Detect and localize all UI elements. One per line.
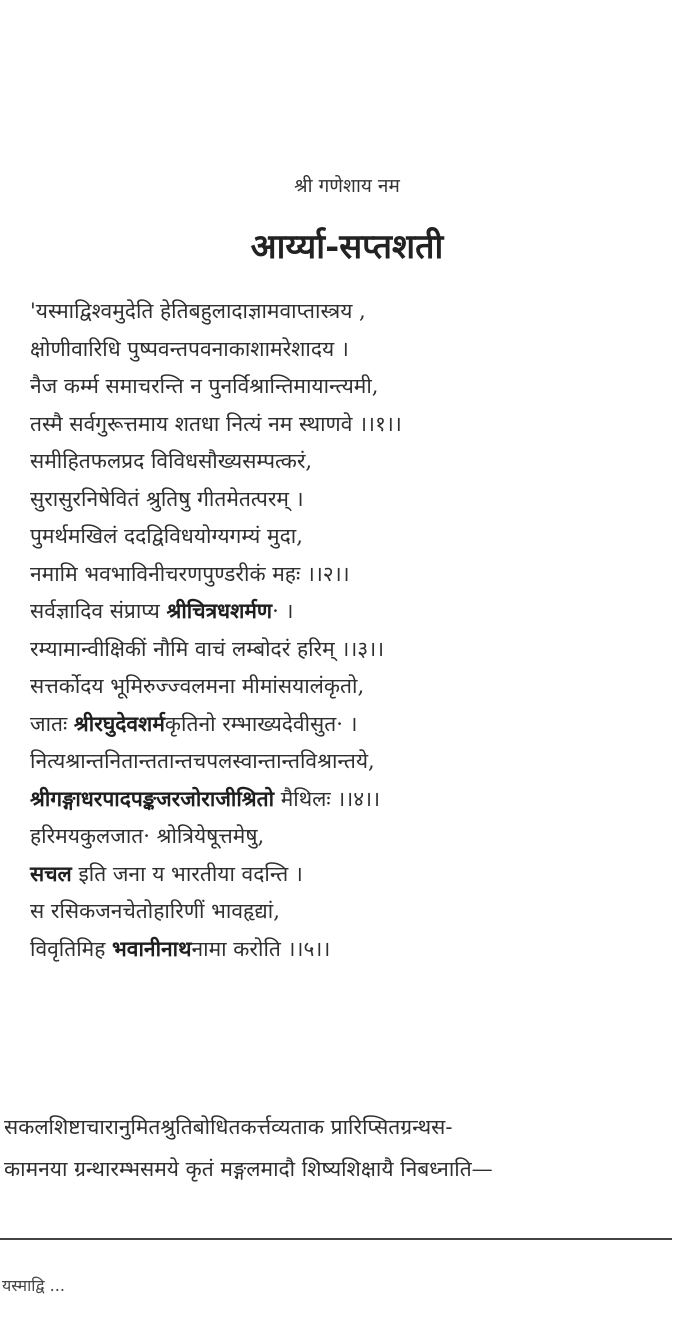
- verse-line: [30, 296, 366, 326]
- verse-text: सत्तर्कोदय भूमिरुज्ज्वलमना मीमांसयालंकृतो,: [30, 674, 365, 698]
- verse-line: [30, 821, 264, 851]
- verse-text: तस्मै सर्वगुरूत्तमाय शतधा नित्यं नम स्थाणवे ।।१।।: [30, 411, 402, 436]
- verse-line: [30, 746, 375, 776]
- verse-text: मैथिलः ।।४।।: [274, 786, 381, 811]
- verse-text: पुमर्थमखिलं ददद्विविधयोग्यगम्यं मुदा,: [30, 524, 303, 548]
- verse-text: · ।: [272, 599, 294, 623]
- verse-text: विवृतिमिह: [30, 936, 113, 961]
- verse-text: समीहितफलप्रद विविधसौख्यसम्पत्करं,: [30, 449, 313, 473]
- verse-text: जातः: [30, 711, 74, 736]
- verse-name-bold: श्रीचित्रधशर्मण: [166, 598, 273, 623]
- footnote-divider: [0, 1238, 672, 1240]
- verse-line: [30, 709, 358, 739]
- commentary-line: सकलशिष्टाचारानुमितश्रुतिबोधितकर्त्तव्यताक प्रारिप्सितग्रन्थस-: [4, 1115, 453, 1139]
- verse-text: रम्यामान्वीक्षिकीं नौमि वाचं लम्बोदरं हरिम् ।।३।।: [30, 636, 385, 661]
- verse-text: हरिमयकुलजात· श्रोत्रियेषूत्तमेषु,: [30, 824, 265, 848]
- commentary-line: कामनया ग्रन्थारम्भसमये कृतं मङ्गलमादौ शिष्यशिक्षायै निबध्नाति—: [4, 1157, 493, 1181]
- verse-name-bold: श्रीगङ्गाधरपादपङ्कजरजोराजीश्रितो: [30, 785, 275, 811]
- verse-name-bold: भवानीनाथ: [112, 935, 192, 961]
- verse-name-bold: श्रीरघुदेवशर्म: [73, 710, 165, 736]
- verse-line: [30, 484, 304, 514]
- verse-text: स रसिकजनचेतोहारिणीं भावहृद्यां,: [30, 899, 280, 923]
- verse-text: सुरासुरनिषेवितं श्रुतिषु गीतमेतत्परम् ।: [30, 486, 304, 511]
- invocation-line: श्री गणेशाय नम: [294, 175, 400, 197]
- verse-text: नमामि भवभाविनीचरणपुण्डरीकं महः ।।२।।: [30, 561, 350, 586]
- verse-text: कृतिनो रम्भाख्यदेवीसुत· ।: [164, 711, 358, 736]
- verse-line: [30, 559, 350, 589]
- verse-line: [30, 521, 303, 551]
- verse-line: [30, 634, 384, 664]
- footnote: यस्माद्वि ...: [2, 1276, 65, 1295]
- verse-line: [30, 859, 303, 889]
- verse-text: नैज कर्म्म समाचरन्ति न पुनर्विश्रान्तिमायान्त्यमी,: [30, 374, 379, 398]
- verse-line: [30, 784, 380, 814]
- verse-text: इति जना य भारतीया वदन्ति ।: [71, 861, 303, 886]
- verse-line: [30, 446, 312, 476]
- verse-line: [30, 596, 293, 626]
- verse-text: क्षोणीवारिधि पुष्पवन्तपवनाकाशामरेशादय ।: [30, 336, 349, 361]
- verse-line: [30, 334, 349, 364]
- verse-line: [30, 409, 402, 439]
- verse-name-bold: सचल: [30, 860, 72, 886]
- verse-text: सर्वज्ञादिव संप्राप्य: [30, 599, 167, 623]
- verse-text: 'यस्माद्विश्वमुदेति हेतिबहुलादाज्ञामवाप्तास्त्रय ,: [30, 299, 366, 323]
- verse-line: [30, 896, 280, 926]
- page-title: आर्य्या-सप्तशती: [250, 227, 444, 267]
- verse-text: नित्यश्रान्तनितान्ततान्तचपलस्वान्तान्तविश्रान्तये,: [30, 749, 375, 773]
- verse-line: [30, 371, 378, 401]
- verse-line: [30, 671, 364, 701]
- verse-text: नामा करोति ।।५।।: [191, 936, 331, 961]
- verse-line: [30, 934, 330, 964]
